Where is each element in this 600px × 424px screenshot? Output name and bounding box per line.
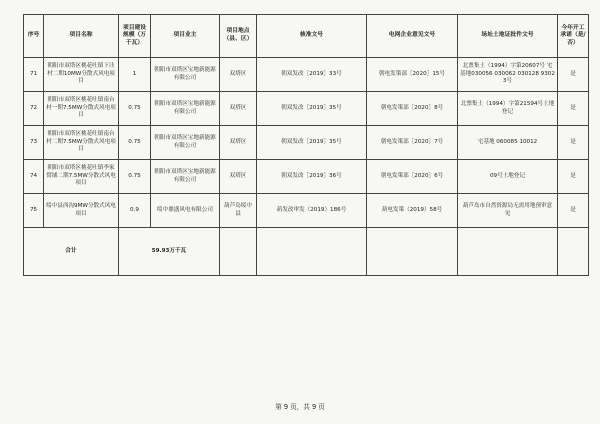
cell-owner: 绥中鼎盛风电有限公司 [151,194,220,228]
table-row [24,58,589,92]
table-row [24,126,589,160]
col-header-land: 场址土地证批件文号 [458,15,558,58]
cell-owner: 朝阳市双塔区宝地新能源有限公司 [151,126,220,160]
cell-no: 72 [24,92,44,126]
cell-land: 宅基地 060085 10012 [458,126,558,160]
empty-cell [367,228,458,276]
cell-no: 73 [24,126,44,160]
cell-approval: 葫发改审发（2019）186号 [257,194,367,228]
cell-project-name: 绥中县西沟9MW分散式风电项目 [44,194,119,228]
cell-land: 09号土地登记 [458,160,558,194]
cell-location: 双塔区 [220,92,257,126]
cell-grid: 朝电发策部［2020］7号 [367,126,458,160]
cell-grid: 朝电发策部［2020］15号 [367,58,458,92]
cell-commit: 是 [558,126,589,160]
cell-scale: 0.75 [119,160,151,194]
empty-cell [458,228,558,276]
table-header-row [24,15,589,58]
total-label: 合计 [24,228,119,276]
cell-project-name: 朝阳市双塔区桃花吐镇南台村一期7.5MW分散式风电项目 [44,92,119,126]
col-header-location: 项目地点（县、区） [220,15,257,58]
col-header-no: 序号 [24,15,44,58]
col-header-approval: 核准文号 [257,15,367,58]
cell-location: 双塔区 [220,58,257,92]
col-header-owner: 项目业主 [151,15,220,58]
cell-grid: 朝电发策部［2020］6号 [367,160,458,194]
cell-scale: 1 [119,58,151,92]
cell-scale: 0.9 [119,194,151,228]
empty-cell [558,228,589,276]
cell-location: 双塔区 [220,126,257,160]
cell-project-name: 朝阳市双塔区桃花吐镇南台村二期7.5MW分散式风电项目 [44,126,119,160]
cell-owner: 朝阳市双塔区宝地新能源有限公司 [151,58,220,92]
cell-commit: 是 [558,92,589,126]
empty-cell [220,228,257,276]
cell-project-name: 朝阳市双塔区桃花吐镇下洼村二期10MW分散式风电项目 [44,58,119,92]
total-row [24,228,589,276]
cell-project-name: 朝阳市双塔区桃花吐镇李家窝铺二期7.5MW分散式风电项目 [44,160,119,194]
cell-no: 74 [24,160,44,194]
cell-land: 葫芦岛市自然资源局无需用地预审意见 [458,194,558,228]
project-table [23,14,589,276]
empty-cell [257,228,367,276]
cell-owner: 朝阳市双塔区宝地新能源有限公司 [151,160,220,194]
cell-grid: 葫电发策（2019）58号 [367,194,458,228]
col-header-grid: 电网企业意见文号 [367,15,458,58]
cell-commit: 是 [558,58,589,92]
cell-commit: 是 [558,160,589,194]
cell-scale: 0.75 [119,92,151,126]
cell-no: 71 [24,58,44,92]
cell-approval: 朝双发改［2019］35号 [257,126,367,160]
cell-approval: 朝双发改［2019］35号 [257,92,367,126]
col-header-commit: 今年开工承诺（是/否） [558,15,589,58]
col-header-name: 项目名称 [44,15,119,58]
cell-owner: 朝阳市双塔区宝地新能源有限公司 [151,92,220,126]
cell-no: 75 [24,194,44,228]
page-footer: 第 9 页，共 9 页 [275,403,325,411]
table-row [24,92,589,126]
table-row [24,194,589,228]
cell-approval: 朝双发改［2019］33号 [257,58,367,92]
cell-location: 葫芦岛绥中县 [220,194,257,228]
total-value: 59.93万千瓦 [119,228,220,276]
cell-scale: 0.75 [119,126,151,160]
cell-approval: 朝双发改［2019］36号 [257,160,367,194]
cell-land: 北票集土（1994）字第21594号土地登记 [458,92,558,126]
cell-grid: 朝电发策部［2020］8号 [367,92,458,126]
col-header-scale: 项目建设规模（万千瓦） [119,15,151,58]
cell-commit: 是 [558,194,589,228]
cell-land: 北票集土（1994）字第20607号 宅基地030056 030062 030128 93023号 [458,58,558,92]
cell-location: 双塔区 [220,160,257,194]
table-row [24,160,589,194]
